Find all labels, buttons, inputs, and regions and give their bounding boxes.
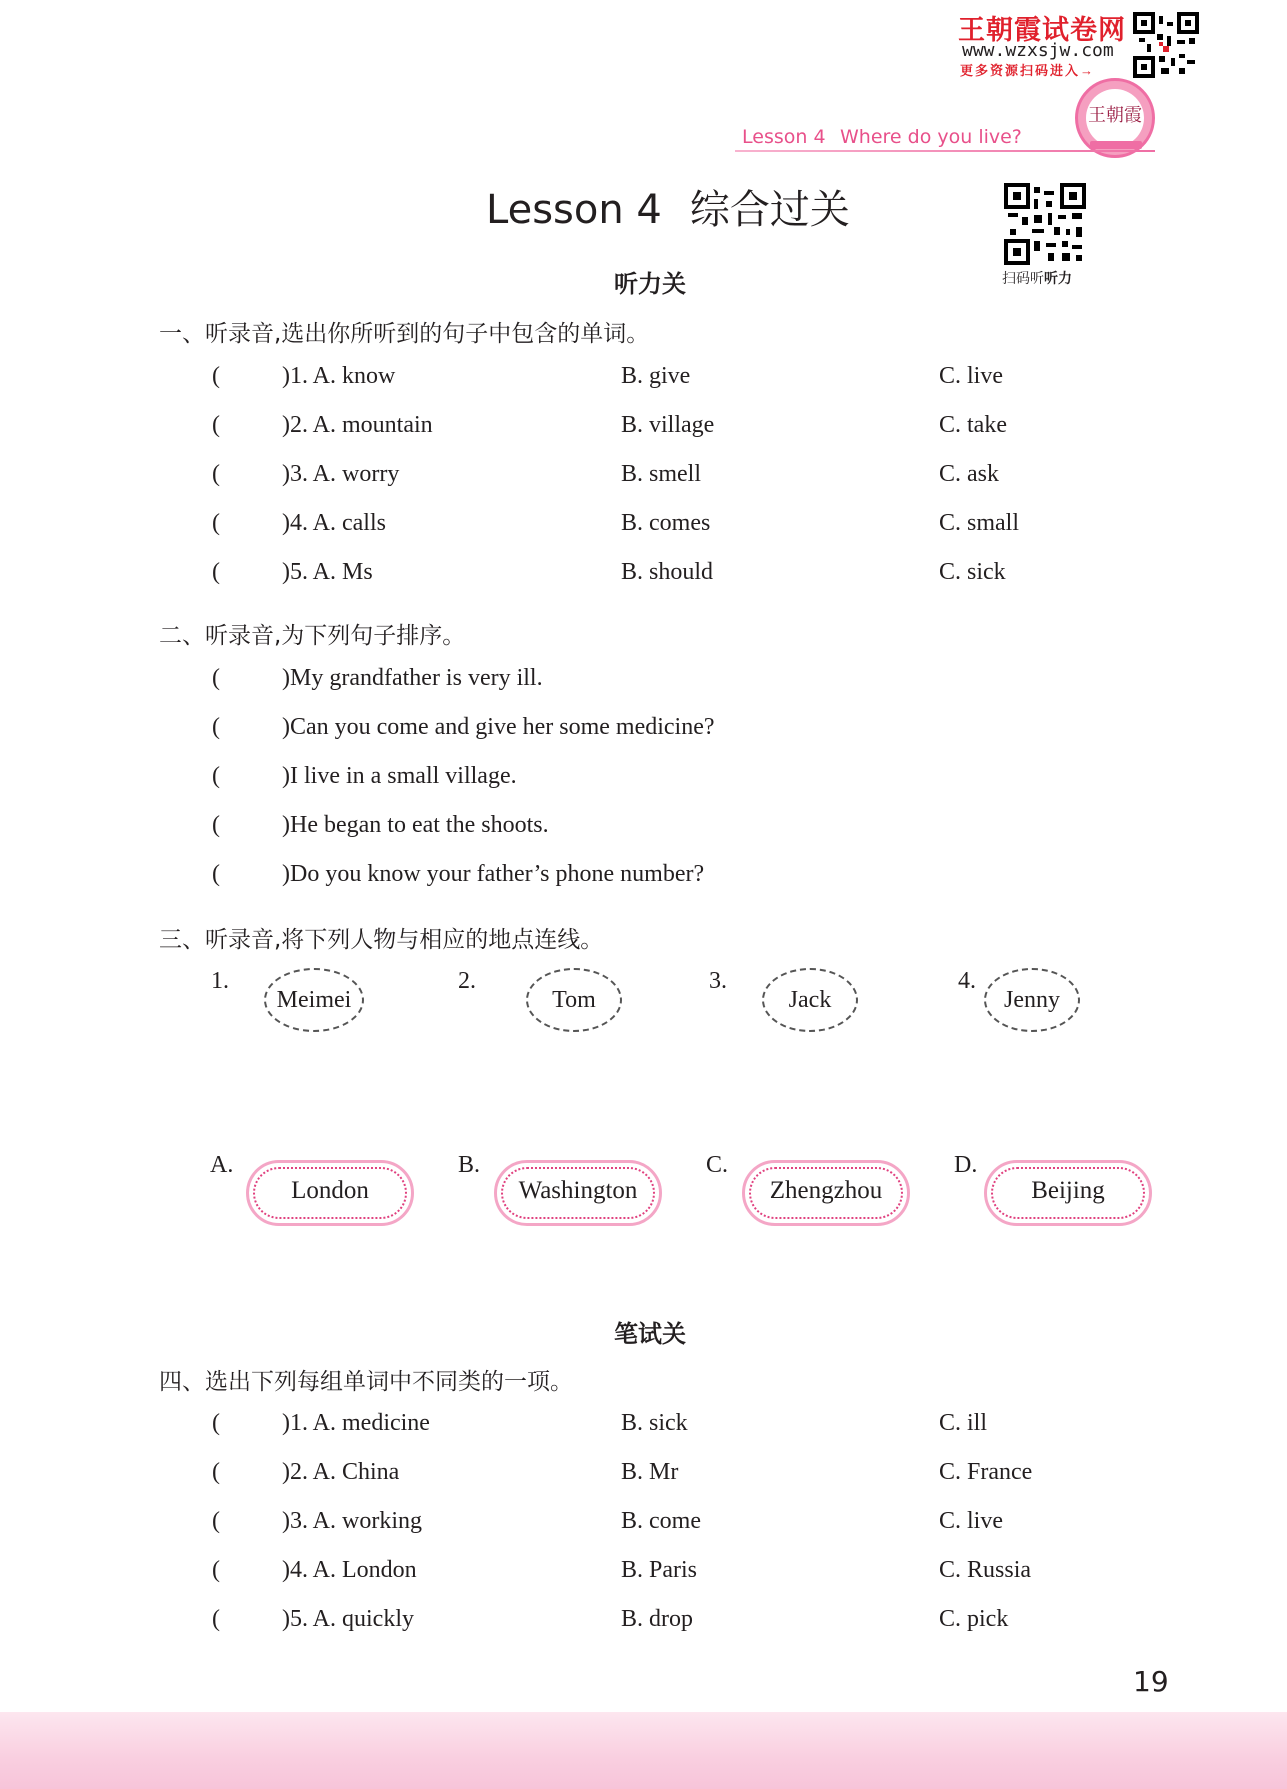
answer-blank[interactable]: ( xyxy=(212,812,220,838)
section1-instruction: 一、听录音,选出你所听到的句子中包含的单词。 xyxy=(159,321,650,347)
person-number: 2. xyxy=(458,968,476,994)
page-title-subtitle: 综合过关 xyxy=(689,187,850,233)
brand-more-resources: 更多资源扫码进入→ xyxy=(960,63,1096,78)
option-a: )3. A. working xyxy=(282,1508,422,1534)
sentence-item: )He began to eat the shoots. xyxy=(282,812,549,838)
option-a: )1. A. know xyxy=(282,363,396,389)
qr-caption-bold: 听力 xyxy=(1044,271,1072,287)
option-b: B. village xyxy=(621,412,715,438)
qr-caption-prefix: 扫码听 xyxy=(1002,271,1044,287)
option-c: C. ask xyxy=(939,461,999,487)
place-letter: A. xyxy=(210,1152,234,1178)
brand-qr-code-icon[interactable] xyxy=(1133,12,1199,78)
answer-blank[interactable]: ( xyxy=(212,763,220,789)
option-b: B. Paris xyxy=(621,1557,698,1583)
page-title xyxy=(486,178,850,235)
option-b: B. should xyxy=(621,559,714,585)
place-box-washington[interactable]: Washington xyxy=(494,1160,662,1226)
answer-blank[interactable]: ( xyxy=(212,665,220,691)
answer-blank[interactable]: ( xyxy=(212,510,220,536)
option-b: B. come xyxy=(621,1508,701,1534)
option-b: B. Mr xyxy=(621,1459,679,1485)
answer-blank[interactable]: ( xyxy=(212,1410,220,1436)
option-a: )3. A. worry xyxy=(282,461,400,487)
page-number: 19 xyxy=(1133,1665,1169,1698)
sentence-item: )Do you know your father’s phone number? xyxy=(282,861,705,887)
answer-blank[interactable]: ( xyxy=(212,412,220,438)
option-b: B. smell xyxy=(621,461,702,487)
answer-blank[interactable]: ( xyxy=(212,1508,220,1534)
answer-blank[interactable]: ( xyxy=(212,1459,220,1485)
answer-blank[interactable]: ( xyxy=(212,363,220,389)
place-letter: D. xyxy=(954,1152,978,1178)
listening-heading: 听力关 xyxy=(614,270,686,298)
option-c: C. Russia xyxy=(939,1557,1032,1583)
section4-instruction: 四、选出下列每组单词中不同类的一项。 xyxy=(159,1369,573,1395)
listening-qr-code-icon[interactable] xyxy=(1004,183,1086,265)
answer-blank[interactable]: ( xyxy=(212,559,220,585)
answer-blank[interactable]: ( xyxy=(212,714,220,740)
qr-caption xyxy=(1002,268,1072,288)
writing-heading: 笔试关 xyxy=(614,1320,686,1348)
answer-blank[interactable]: ( xyxy=(212,1606,220,1632)
option-b: B. drop xyxy=(621,1606,693,1632)
option-a: )5. A. quickly xyxy=(282,1606,414,1632)
place-box-zhengzhou[interactable]: Zhengzhou xyxy=(742,1160,910,1226)
running-header-title: Where do you live? xyxy=(840,126,1022,148)
sentence-item: )My grandfather is very ill. xyxy=(282,665,543,691)
running-header-lesson: Lesson 4 xyxy=(742,126,826,148)
person-oval-jenny[interactable]: Jenny xyxy=(984,968,1080,1032)
person-oval-tom[interactable]: Tom xyxy=(526,968,622,1032)
person-number: 1. xyxy=(211,968,229,994)
page-title-lesson: Lesson 4 xyxy=(486,187,662,233)
option-b: B. give xyxy=(621,363,691,389)
option-c: C. pick xyxy=(939,1606,1009,1632)
option-c: C. sick xyxy=(939,559,1006,585)
place-letter: B. xyxy=(458,1152,481,1178)
person-oval-jack[interactable]: Jack xyxy=(762,968,858,1032)
place-letter: C. xyxy=(706,1152,729,1178)
option-a: )2. A. mountain xyxy=(282,412,433,438)
brand-title: 王朝霞试卷网 xyxy=(958,15,1126,45)
option-a: )1. A. medicine xyxy=(282,1410,430,1436)
option-c: C. ill xyxy=(939,1410,988,1436)
option-a: )4. A. London xyxy=(282,1557,417,1583)
seal-text: 王朝霞 xyxy=(1088,105,1142,126)
footer-band xyxy=(0,1712,1287,1789)
header-divider xyxy=(735,150,1155,152)
person-oval-meimei[interactable]: Meimei xyxy=(264,968,364,1032)
section3-instruction: 三、听录音,将下列人物与相应的地点连线。 xyxy=(159,927,604,953)
sentence-item: )Can you come and give her some medicine? xyxy=(282,714,715,740)
option-c: C. small xyxy=(939,510,1020,536)
person-number: 4. xyxy=(958,968,976,994)
brand-url[interactable]: www.wzxsjw.com xyxy=(962,40,1114,61)
option-c: C. France xyxy=(939,1459,1033,1485)
answer-blank[interactable]: ( xyxy=(212,461,220,487)
option-b: B. comes xyxy=(621,510,711,536)
place-box-london[interactable]: London xyxy=(246,1160,414,1226)
answer-blank[interactable]: ( xyxy=(212,1557,220,1583)
option-b: B. sick xyxy=(621,1410,688,1436)
option-c: C. live xyxy=(939,363,1003,389)
place-box-beijing[interactable]: Beijing xyxy=(984,1160,1152,1226)
option-a: )2. A. China xyxy=(282,1459,400,1485)
section2-instruction: 二、听录音,为下列句子排序。 xyxy=(159,623,466,649)
option-a: )5. A. Ms xyxy=(282,559,373,585)
option-c: C. take xyxy=(939,412,1007,438)
answer-blank[interactable]: ( xyxy=(212,861,220,887)
option-c: C. live xyxy=(939,1508,1003,1534)
brand-seal-logo xyxy=(1075,78,1155,158)
sentence-item: )I live in a small village. xyxy=(282,763,517,789)
person-number: 3. xyxy=(709,968,727,994)
option-a: )4. A. calls xyxy=(282,510,386,536)
